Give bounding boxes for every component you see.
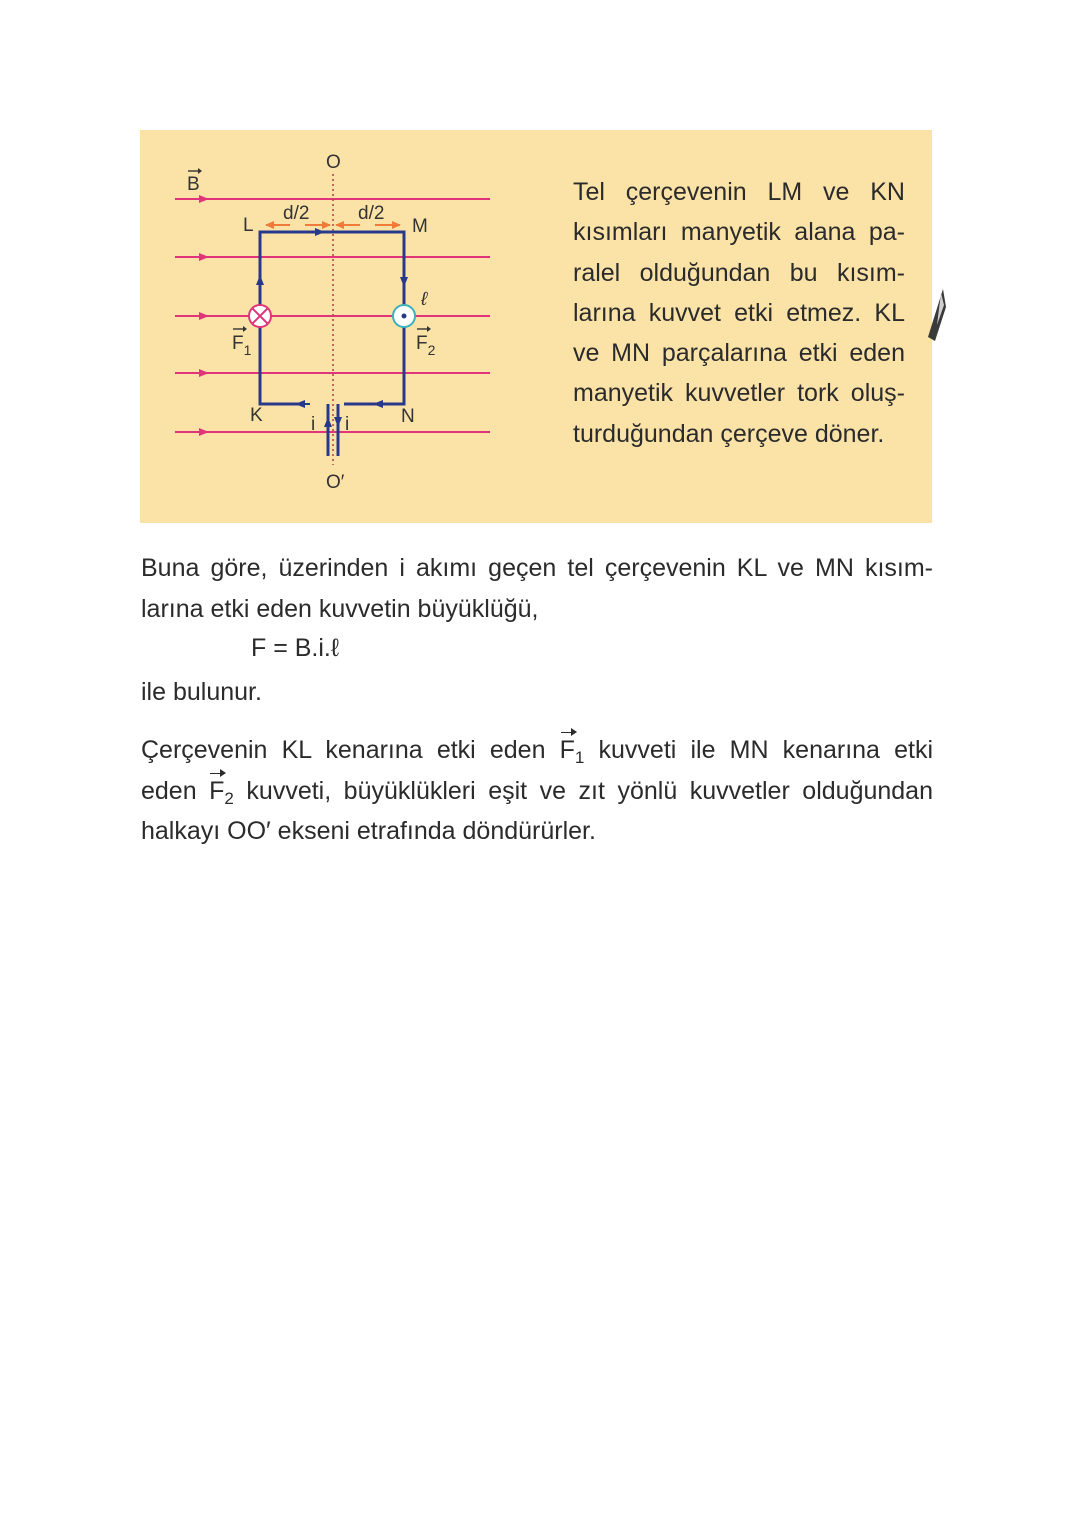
current-arrows <box>260 232 404 430</box>
force-formula: F = B.i.ℓ <box>251 634 339 662</box>
paragraph-result: ile bulunur. <box>141 678 262 706</box>
label-d-left: d/2 <box>283 203 310 224</box>
vector-F2: F <box>209 771 224 812</box>
label-O: O <box>326 152 341 173</box>
paragraph-line: halkayı OO′ ekseni etrafında döndürürler. <box>141 817 596 845</box>
label-K: K <box>250 405 263 426</box>
label-i-right: i <box>345 414 350 435</box>
label-F2: $F_2$ <box>416 333 436 358</box>
side-text-line: manyetik kuvvetler tork oluş- <box>573 379 905 408</box>
paragraph-rotation <box>141 730 933 852</box>
out-of-page-symbol <box>393 305 415 327</box>
side-text-line: ve MN parçalarına etki eden <box>573 339 905 368</box>
label-O-prime: O′ <box>326 472 345 493</box>
side-text-line: ralel olduğundan bu kısım- <box>573 258 905 287</box>
page-edge-mark-icon <box>925 285 947 345</box>
paragraph-line: Çerçevenin KL kenarına etki eden $F_1$ kuvveti ile MN kenarına etki <box>141 730 933 771</box>
label-i-left: i <box>311 414 316 435</box>
wire-frame <box>260 232 404 456</box>
label-L: L <box>243 215 254 236</box>
label-B: B <box>187 174 200 195</box>
paragraph-force-intro <box>141 548 933 629</box>
label-d-right: d/2 <box>358 203 385 224</box>
side-text-line: Tel çerçevenin LM ve KN <box>573 178 905 206</box>
figure-box <box>140 130 932 523</box>
side-text-line: kısımları manyetik alana pa- <box>573 218 905 247</box>
label-N: N <box>401 406 415 427</box>
label-ell: ℓ <box>421 289 428 310</box>
figure-side-text <box>573 172 905 454</box>
label-M: M <box>412 216 428 237</box>
side-text-line: turduğundan çerçeve döner. <box>573 419 885 448</box>
paragraph-line: larına etki eden kuvvetin büyüklüğü, <box>141 594 539 623</box>
side-text-line: larına kuvvet etki etmez. KL <box>573 298 905 327</box>
vector-F1: F <box>560 730 575 771</box>
into-page-symbol <box>249 305 271 327</box>
paragraph-line: eden $F_2$ kuvveti, büyüklükleri eşit ve zıt yönlü kuvvetler olduğundan <box>141 771 933 812</box>
paragraph-line: Buna göre, üzerinden i akımı geçen tel çerçevenin KL ve MN kısım- <box>141 554 933 582</box>
label-F1: $F_1$ <box>232 333 252 358</box>
